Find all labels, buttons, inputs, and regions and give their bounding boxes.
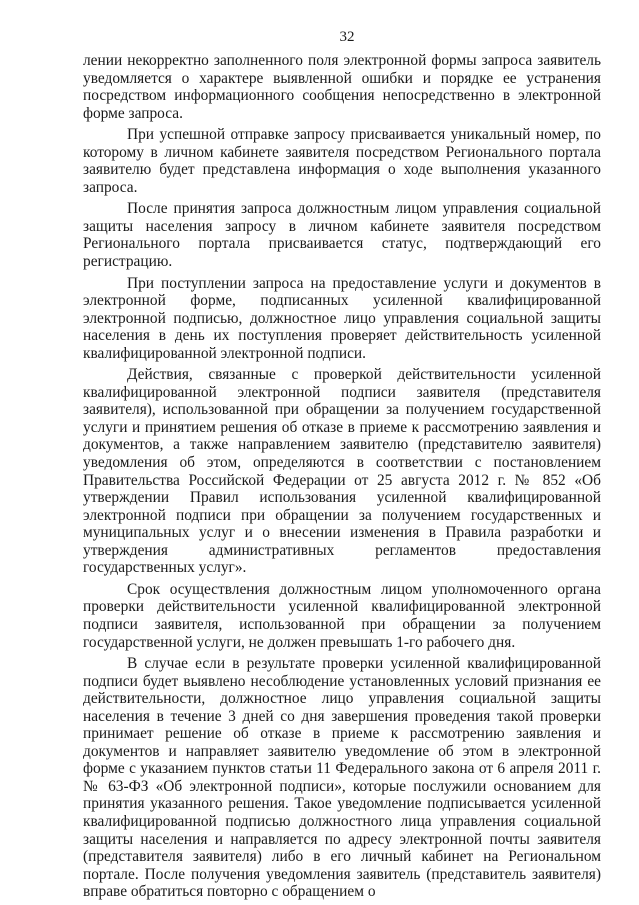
paragraph-unique-number: При успешной отправке запросу присваивается уникальный номер, по которому в личном кабинете заявителя посредством Регионального портала заявителю будет представлена информация о ходе выполнения указанного запроса.	[83, 126, 601, 196]
paragraph-verification-term: Срок осуществления должностным лицом уполномоченного органа проверки действительности усиленной квалифицированной электронной подписи заявителя, использованной при обращении за получением государственной услуги, не должен превышать 1-го рабочего дня.	[83, 580, 601, 651]
paragraph-refusal-notice: В случае если в результате проверки усиленной квалифицированной подписи будет выявлено несоблюдение установленных условий признания ее действительности, должностное лицо управления социальной защиты населения в течение 3 дней со дня завершения проведения такой проверки принимает решение об отказе в приеме к рассмотрению заявления и документов и направляет заявителю уведомление об этом в электронной форме с указанием пунктов статьи 11 Федерального закона от 6 апреля 2011 г. № 63-ФЗ «Об электронной подписи», которые послужили основанием для принятия указанного решения. Такое уведомление подписывается усиленной квалифицированной подписью должностного лица управления социальной защиты населения и направляется по адресу электронной почты заявителя (представителя заявителя) либо в его личный кабинет на Региональном портале. После получения уведомления заявитель (представитель заявителя) вправе обратиться повторно с обращением о	[83, 655, 601, 901]
paragraph-verification-actions: Действия, связанные с проверкой действительности усиленной квалифицированной электронной подписи заявителя (представителя заявителя), использованной при обращении за получением государственной услуги и принятием решения об отказе в приеме к рассмотрению заявления и документов, а также направлением заявителю (представителю заявителя) уведомления об этом, определяются в соответствии с постановлением Правительства Российской Федерации от 25 августа 2012 г. № 852 «Об утверждении Правил использования усиленной квалифицированной электронной подписи при обращении за получением государственных и муниципальных услуг и о внесении изменения в Правила разработки и утверждения административных регламентов предоставления государственных услуг».	[83, 366, 601, 577]
paragraph-signature-check: При поступлении запроса на предоставление услуги и документов в электронной форме, подписанных усиленной квалифицированной электронной подписью, должностное лицо управления социальной защиты населения в день их поступления проверяет действительность усиленной квалифицированной электронной подписи.	[83, 274, 601, 362]
document-body	[83, 52, 601, 901]
paragraph-registration-status: После принятия запроса должностным лицом управления социальной защиты населения запросу в личном кабинете заявителя посредством Регионального портала присваивается статус, подтверждающий его регистрацию.	[83, 200, 601, 271]
paragraph-continuation: лении некорректно заполненного поля электронной формы запроса заявитель уведомляется о характере выявленной ошибки и порядке ее устранения посредством информационного сообщения непосредственно в электронной форме запроса.	[83, 52, 601, 122]
page-number: 32	[339, 29, 355, 45]
